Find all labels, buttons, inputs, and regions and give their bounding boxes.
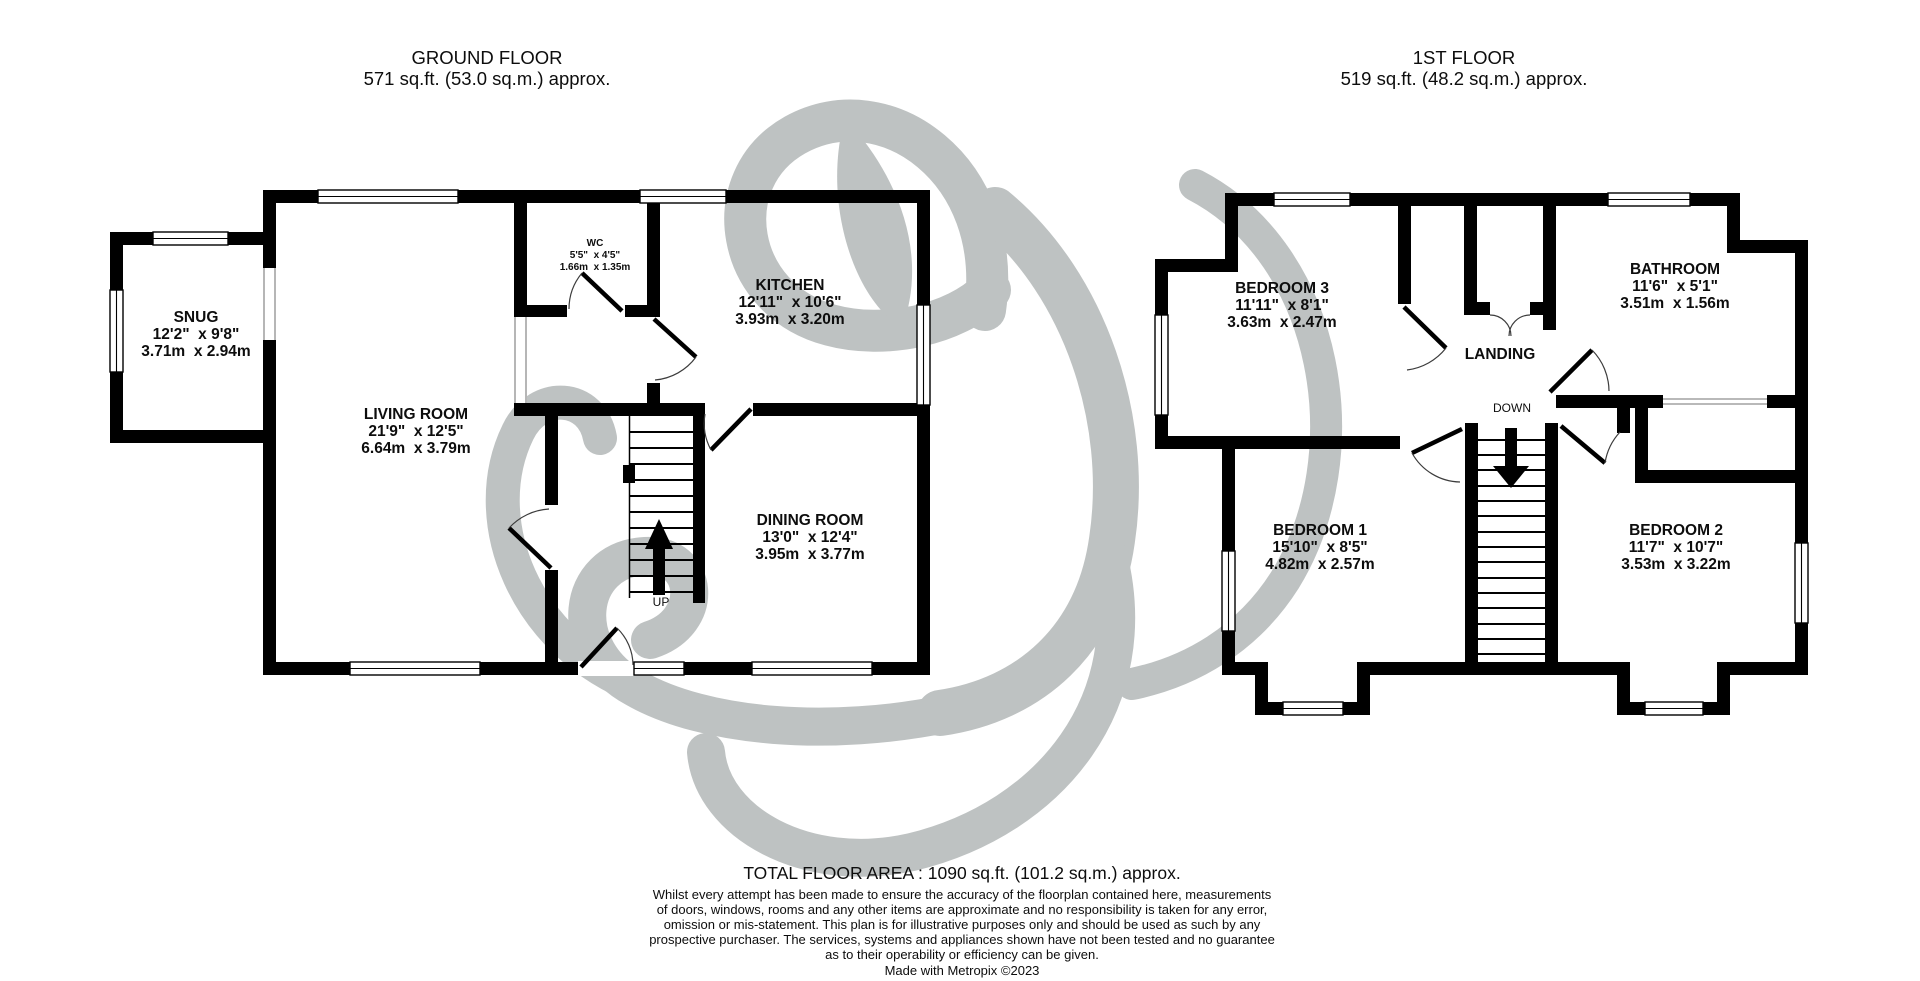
svg-text:LIVING ROOM: LIVING ROOM <box>363 406 469 423</box>
ground-floor-title: GROUND FLOOR <box>411 47 563 68</box>
svg-text:11'7" x 10'7": 11'7" x 10'7" <box>1628 539 1724 556</box>
svg-text:4.82m x 2.57m: 4.82m x 2.57m <box>1265 556 1375 573</box>
svg-text:3.63m x 2.47m: 3.63m x 2.47m <box>1227 314 1337 331</box>
room-label-snug <box>141 309 250 360</box>
svg-text:11'6" x 5'1": 11'6" x 5'1" <box>1632 278 1718 295</box>
svg-text:13'0" x 12'4": 13'0" x 12'4" <box>762 529 858 546</box>
disclaimer-line: Whilst every attempt has been made to ensure the accuracy of the floorplan contained here, measurements <box>652 887 1272 902</box>
svg-text:BEDROOM 1: BEDROOM 1 <box>1273 522 1367 539</box>
svg-text:3.71m x 2.94m: 3.71m x 2.94m <box>141 343 251 360</box>
disclaimer-line: prospective purchaser. The services, systems and appliances shown have not been tested and no guarantee <box>649 932 1275 947</box>
svg-text:12'11" x 10'6": 12'11" x 10'6" <box>738 294 842 311</box>
svg-text:SNUG: SNUG <box>173 309 219 326</box>
stairs-down-label: DOWN <box>1493 401 1531 415</box>
svg-text:11'11" x 8'1": 11'11" x 8'1" <box>1235 297 1329 314</box>
metropix-logo-watermark <box>503 118 1326 858</box>
room-label-dining-room <box>755 512 864 563</box>
svg-text:BATHROOM: BATHROOM <box>1629 261 1721 278</box>
stairs-up-label: UP <box>652 595 670 609</box>
first-floor-area: 519 sq.ft. (48.2 sq.m.) approx. <box>1340 68 1588 89</box>
svg-text:DINING ROOM: DINING ROOM <box>756 512 864 529</box>
svg-text:3.95m x 3.77m: 3.95m x 3.77m <box>755 546 865 563</box>
disclaimer-line: omission or mis-statement. This plan is for illustrative purposes only and should be used as such by any <box>663 917 1261 932</box>
ground-floor-area: 571 sq.ft. (53.0 sq.m.) approx. <box>363 68 611 89</box>
svg-text:15'10" x 8'5": 15'10" x 8'5" <box>1272 539 1368 556</box>
svg-text:BEDROOM 2: BEDROOM 2 <box>1629 522 1723 539</box>
room-label-bedroom1 <box>1265 522 1374 573</box>
disclaimer-line: as to their operability or efficiency can be given. <box>825 947 1099 962</box>
svg-text:3.93m x 3.20m: 3.93m x 3.20m <box>735 311 845 328</box>
room-label-bathroom <box>1620 261 1729 312</box>
svg-text:BEDROOM 3: BEDROOM 3 <box>1235 280 1329 297</box>
metropix-credit: Made with Metropix ©2023 <box>884 963 1040 978</box>
svg-text:3.51m x 1.56m: 3.51m x 1.56m <box>1620 295 1730 312</box>
room-label-living-room <box>361 406 470 457</box>
svg-text:21'9" x 12'5": 21'9" x 12'5" <box>368 423 464 440</box>
disclaimer-line: of doors, windows, rooms and any other items are approximate and no responsibility is taken for any error, <box>656 902 1268 917</box>
first-floor-title: 1ST FLOOR <box>1412 47 1516 68</box>
room-label-bedroom3 <box>1227 280 1336 331</box>
svg-text:5'5" x 4'5": 5'5" x 4'5" <box>569 250 621 261</box>
svg-text:12'2" x 9'8": 12'2" x 9'8" <box>152 326 240 343</box>
room-label-wc <box>560 238 631 273</box>
down-arrow-icon <box>1493 428 1529 488</box>
svg-text:3.53m x 3.22m: 3.53m x 3.22m <box>1621 556 1731 573</box>
footer <box>649 863 1275 978</box>
svg-text:6.64m x 3.79m: 6.64m x 3.79m <box>361 440 471 457</box>
svg-text:WC: WC <box>586 238 604 249</box>
svg-text:KITCHEN: KITCHEN <box>755 277 825 294</box>
room-label-landing: LANDING <box>1464 346 1536 363</box>
room-label-bedroom2 <box>1621 522 1730 573</box>
first-floor-stairs <box>1478 428 1545 654</box>
total-floor-area: TOTAL FLOOR AREA : 1090 sq.ft. (101.2 sq.m.) approx. <box>743 863 1181 883</box>
svg-text:1.66m x 1.35m: 1.66m x 1.35m <box>559 262 631 273</box>
